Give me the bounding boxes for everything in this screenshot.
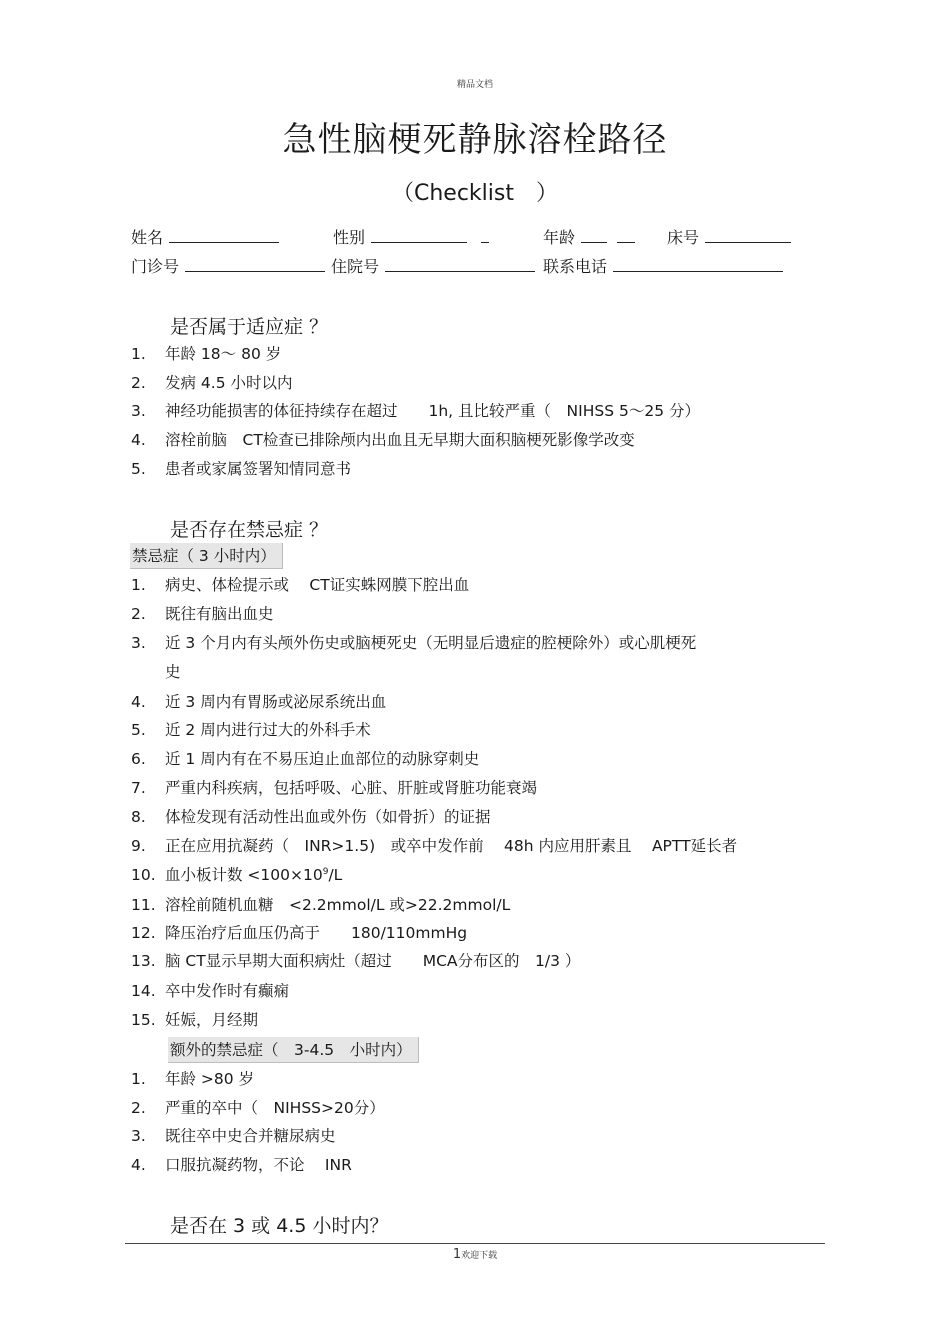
item-text: 近 2 周内进行过大的外科手术 — [165, 721, 371, 739]
list-item — [131, 573, 469, 595]
bed-field[interactable] — [667, 225, 791, 248]
item-text-post: /L — [328, 866, 343, 884]
item-text: 发病 4.5 小时以内 — [165, 374, 293, 392]
inpatient-field[interactable] — [331, 254, 535, 277]
item-text: 溶栓前随机血糖 <2.2mmol/L 或>22.2mmol/L — [165, 896, 511, 914]
item-text: 患者或家属签署知情同意书 — [165, 460, 352, 478]
item-text: 妊娠，月经期 — [165, 1011, 259, 1029]
header-watermark: 精品文档 — [456, 80, 493, 90]
item-number: 3. — [131, 1127, 146, 1145]
list-item — [131, 690, 386, 712]
item-text: 降压治疗后血压仍高于 180/110mmHg — [165, 924, 468, 942]
phone-field[interactable] — [543, 254, 783, 277]
list-item — [131, 602, 274, 624]
item-number: 15. — [131, 1011, 156, 1029]
item-number: 2. — [131, 1099, 146, 1117]
age-label: 年龄 — [543, 228, 576, 247]
item-text: 病史、体检提示或 CT证实蛛网膜下腔出血 — [165, 576, 470, 594]
item-number: 5. — [131, 721, 146, 739]
age-blank[interactable] — [581, 226, 607, 243]
list-item — [131, 921, 467, 943]
item-number: 5. — [131, 460, 146, 478]
item-text: 近 3 周内有胃肠或泌尿系统出血 — [165, 693, 387, 711]
item-number: 11. — [131, 896, 156, 914]
item-text: 体检发现有活动性出血或外伤（如骨折）的证据 — [165, 808, 491, 826]
outpatient-field[interactable] — [131, 254, 325, 277]
item-text: 严重内科疾病，包括呼吸、心脏、肝脏或肾脏功能衰竭 — [165, 779, 538, 797]
list-item — [131, 1067, 254, 1089]
phone-label: 联系电话 — [543, 257, 608, 276]
age-blank-tail — [617, 226, 635, 243]
item-number: 2. — [131, 605, 146, 623]
item-number: 10. — [131, 866, 156, 884]
bed-blank[interactable] — [705, 226, 791, 243]
list-item — [131, 1096, 385, 1118]
gender-field[interactable] — [333, 225, 489, 248]
document-title: 急性脑梗死静脉溶栓路径 — [282, 120, 668, 160]
item-number: 8. — [131, 808, 146, 826]
list-item — [131, 893, 510, 915]
item-text: 既往卒中史合并糖尿病史 — [165, 1127, 336, 1145]
list-item — [131, 949, 580, 971]
item-number: 9. — [131, 837, 146, 855]
time-window-question: 是否在 3 或 4.5 小时内？ — [170, 1215, 389, 1237]
item-number: 4. — [131, 431, 146, 449]
phone-blank[interactable] — [613, 255, 783, 272]
list-item — [131, 718, 371, 740]
item-number: 2. — [131, 374, 146, 392]
indications-heading: 是否属于适应症 ？ — [170, 316, 329, 338]
list-item — [131, 1124, 336, 1146]
age-field[interactable] — [543, 225, 635, 248]
item-text: 口服抗凝药物，不论 INR — [165, 1156, 352, 1174]
list-item — [131, 979, 289, 1001]
item-number: 4. — [131, 1156, 146, 1174]
list-item — [131, 805, 491, 827]
page-number: 1 — [452, 1247, 462, 1262]
item-text: 年龄 18～ 80 岁 — [165, 345, 282, 363]
item-text: 近 3 个月内有头颅外伤史或脑梗死史（无明显后遗症的腔梗除外）或心肌梗死 — [165, 634, 697, 652]
item-number: 12. — [131, 924, 156, 942]
bed-label: 床号 — [667, 228, 700, 247]
list-item — [131, 1153, 352, 1175]
item-number: 1. — [131, 345, 146, 363]
list-item — [131, 342, 281, 364]
item-number: 4. — [131, 693, 146, 711]
item-text: 卒中发作时有癫痫 — [165, 982, 290, 1000]
item-text: 严重的卒中（ NIHSS>20分） — [165, 1099, 385, 1117]
inpatient-blank[interactable] — [385, 255, 535, 272]
list-item — [131, 428, 635, 450]
contraindication-3h-tag: 禁忌症（ 3 小时内） — [130, 543, 283, 569]
item-text: 溶栓前脑 CT检查已排除颅内出血且无早期大面积脑梗死影像学改变 — [165, 431, 635, 449]
page-footer — [0, 1247, 950, 1262]
list-item-continuation: 史 — [165, 663, 181, 681]
item-text: 年龄 >80 岁 — [165, 1070, 255, 1088]
footer-text: 欢迎下载 — [461, 1251, 498, 1261]
name-label: 姓名 — [131, 228, 164, 247]
item-number: 13. — [131, 952, 156, 970]
list-item — [131, 776, 537, 798]
list-item — [131, 399, 700, 421]
footer-divider — [125, 1243, 825, 1244]
list-item — [131, 457, 351, 479]
item-number: 1. — [131, 1070, 146, 1088]
item-number: 6. — [131, 750, 146, 768]
inpatient-label: 住院号 — [331, 257, 380, 276]
item-text: 脑 CT显示早期大面积病灶（超过 MCA分布区的 1/3 ） — [165, 952, 581, 970]
item-number: 7. — [131, 779, 146, 797]
item-text-pre: 血小板计数 <100×10 — [165, 866, 323, 884]
list-item — [131, 1008, 258, 1030]
list-item — [131, 863, 342, 885]
outpatient-label: 门诊号 — [131, 257, 180, 276]
list-item — [131, 631, 696, 653]
item-number: 3. — [131, 634, 146, 652]
gender-label: 性别 — [333, 228, 366, 247]
name-blank[interactable] — [169, 226, 279, 243]
item-number: 1. — [131, 576, 146, 594]
list-item — [131, 747, 479, 769]
item-number: 14. — [131, 982, 156, 1000]
gender-blank[interactable] — [371, 226, 467, 243]
list-item — [131, 834, 737, 856]
item-text: 正在应用抗凝药（ INR>1.5) 或卒中发作前 48h 内应用肝素且 APTT延长者 — [165, 837, 738, 855]
item-text-sup: 9 — [322, 866, 329, 877]
item-number: 3. — [131, 402, 146, 420]
item-text: 既往有脑出血史 — [165, 605, 274, 623]
item-text: 神经功能损害的体征持续存在超过 1h, 且比较严重（ NIHSS 5～25 分） — [165, 402, 700, 420]
list-item — [131, 371, 293, 393]
name-field[interactable] — [131, 225, 279, 248]
item-text: 近 1 周内有在不易压迫止血部位的动脉穿刺史 — [165, 750, 480, 768]
outpatient-blank[interactable] — [185, 255, 325, 272]
contraindications-heading: 是否存在禁忌症 ？ — [170, 519, 329, 541]
contraindication-extra-tag: 额外的禁忌症（ 3-4.5 小时内） — [168, 1037, 419, 1063]
document-subtitle: （Checklist ） — [392, 181, 558, 206]
gender-blank-tail — [481, 226, 489, 243]
